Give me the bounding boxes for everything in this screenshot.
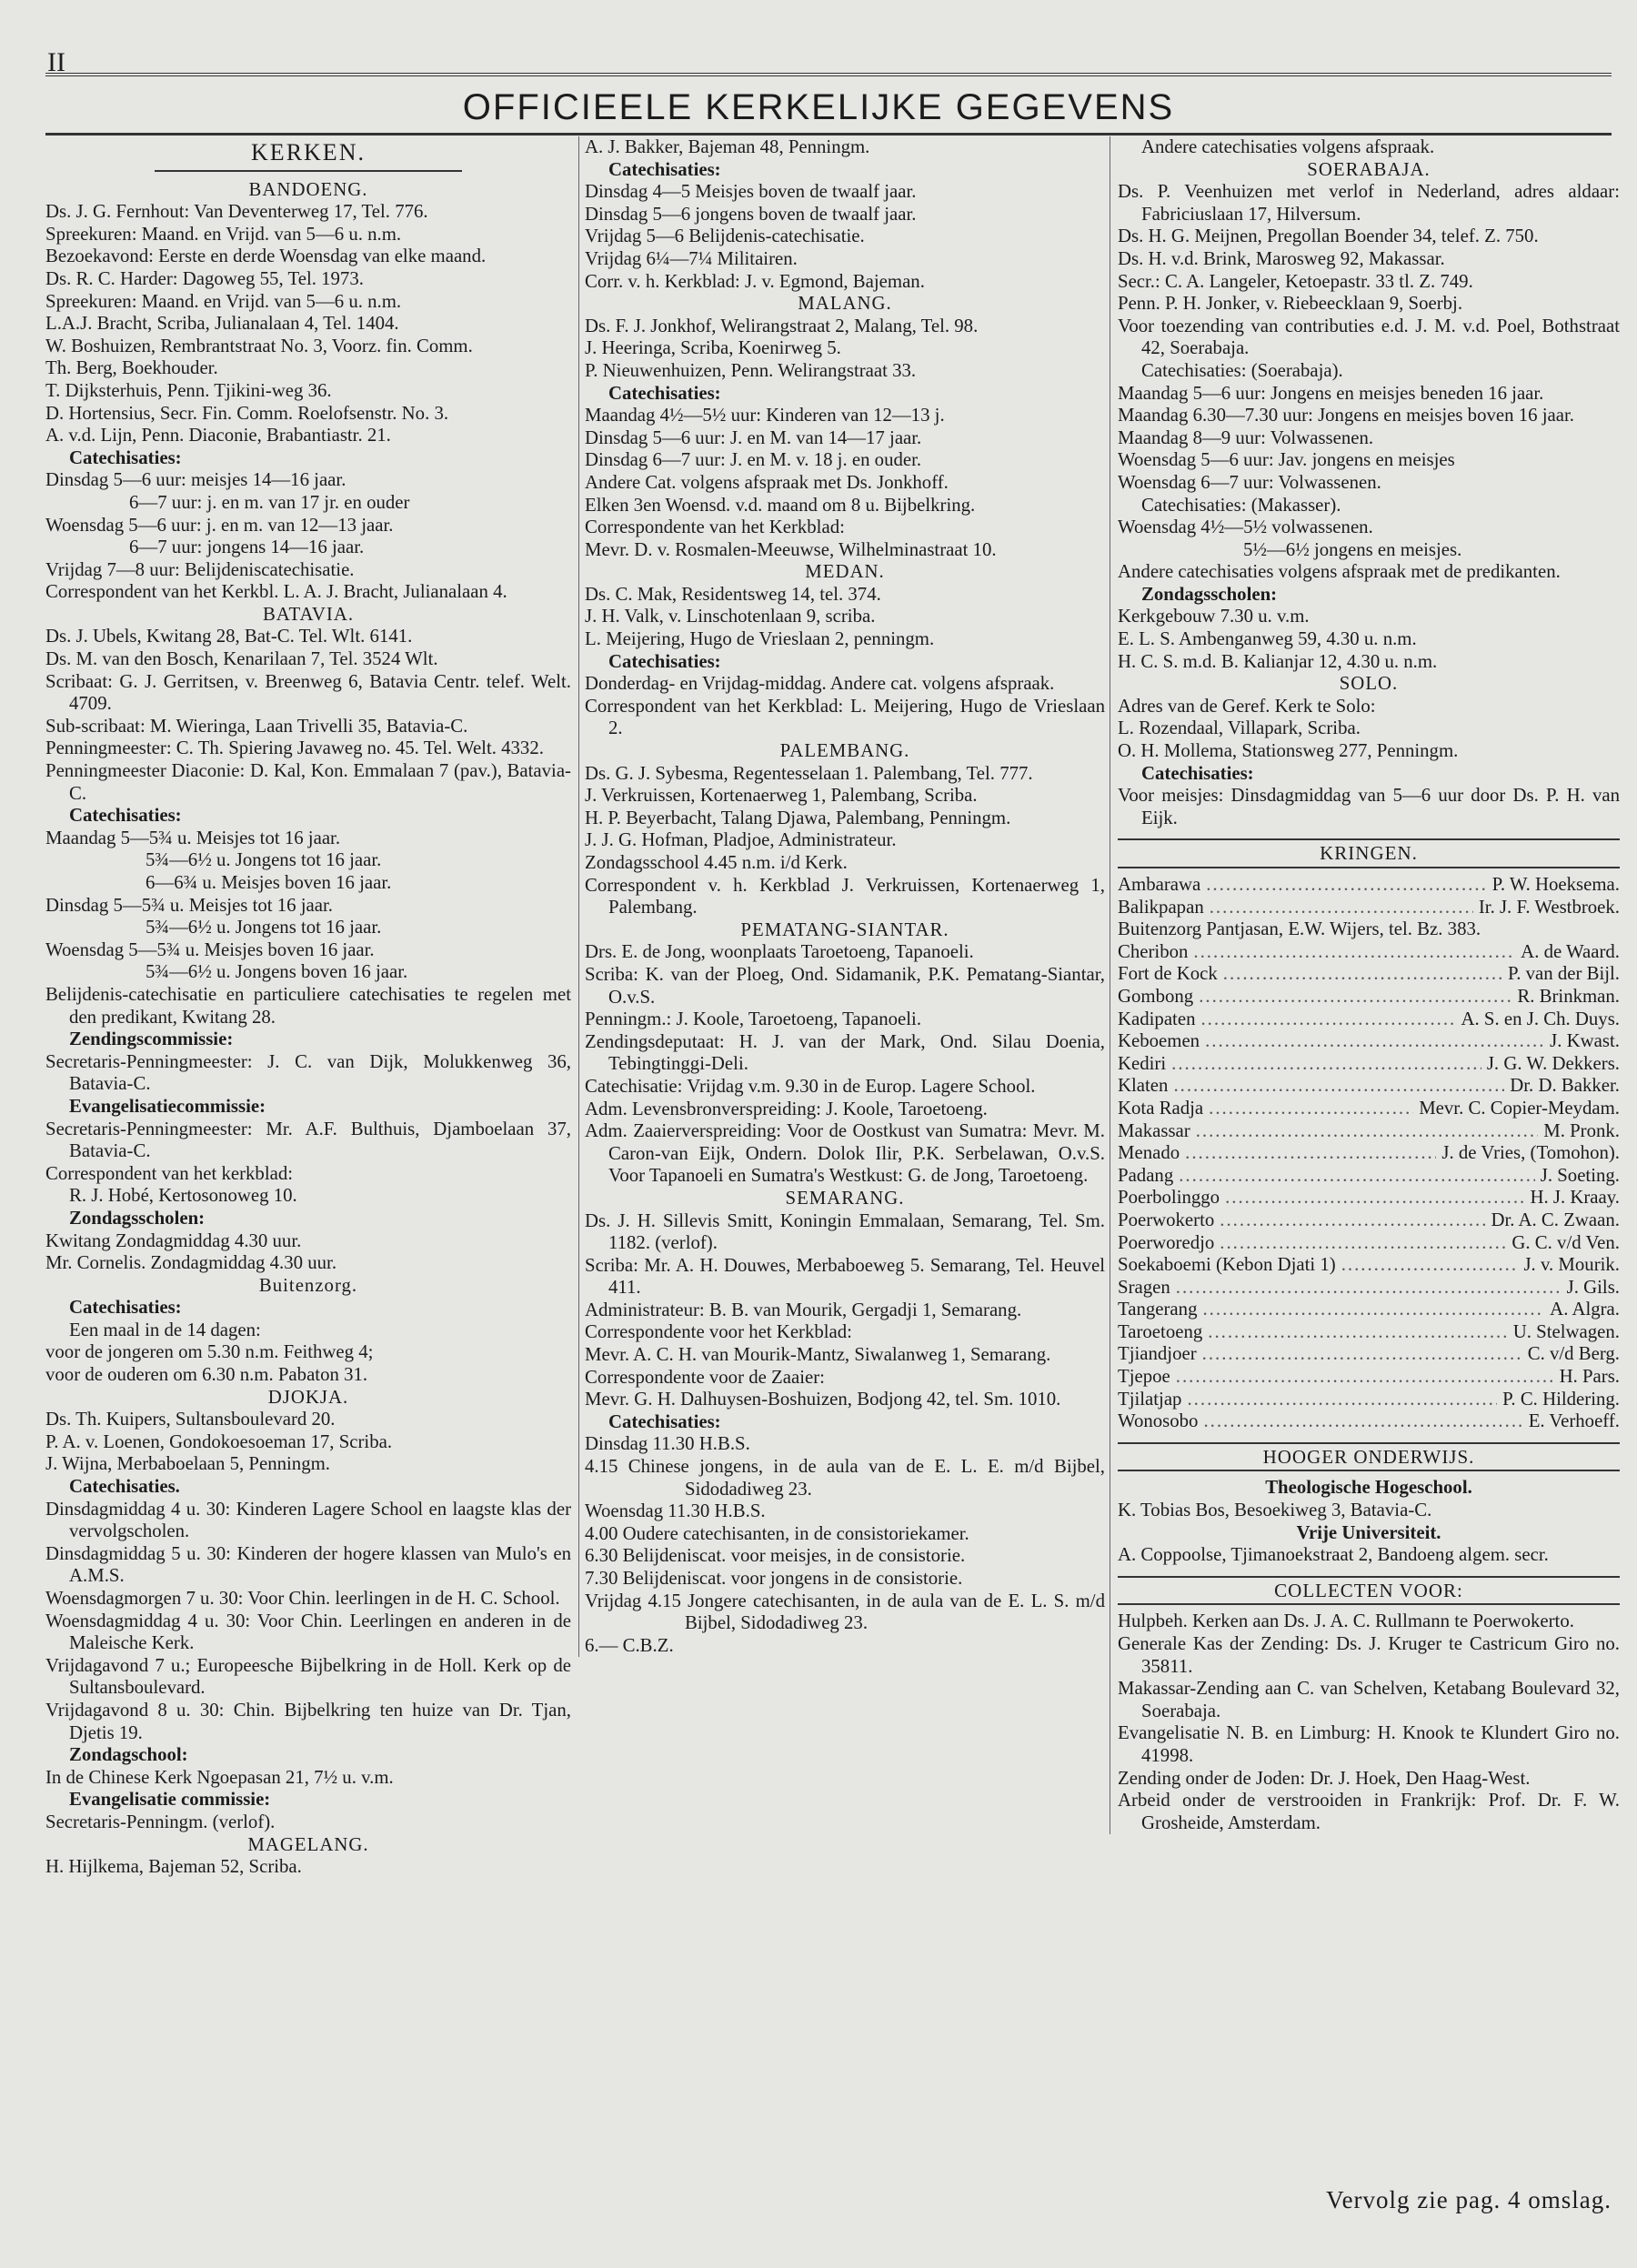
kring-contact: J. Kwast. bbox=[1550, 1030, 1620, 1052]
text-line: W. Boshuizen, Rembrantstraat No. 3, Voorz. fin. Comm. bbox=[45, 335, 473, 356]
kring-row bbox=[1118, 1343, 1620, 1366]
text-line: Vrijdag 5—6 Belijdenis-catechisatie. bbox=[585, 226, 865, 247]
column-2 bbox=[578, 136, 1105, 1657]
text-line: 5¾—6½ u. Jongens boven 16 jaar. bbox=[146, 961, 408, 983]
kring-place: Ambarawa bbox=[1118, 874, 1201, 895]
text-line: Dinsdag 4—5 Meisjes boven de twaalf jaar. bbox=[585, 181, 917, 203]
kring-row bbox=[1118, 1120, 1620, 1143]
kring-place: Kota Radja bbox=[1118, 1097, 1204, 1119]
kring-contact: P. C. Hildering. bbox=[1502, 1388, 1620, 1410]
text-line: Dinsdag 11.30 H.B.S. bbox=[585, 1433, 750, 1455]
text-line: Woensdag 5—5¾ u. Meisjes boven 16 jaar. bbox=[45, 938, 375, 960]
place-heading: PEMATANG-SIANTAR. bbox=[740, 918, 949, 940]
kring-place: Tjilatjap bbox=[1118, 1388, 1182, 1410]
kring-place: Wonosobo bbox=[1118, 1410, 1199, 1432]
text-line: Correspondente van het Kerkblad: bbox=[585, 517, 845, 538]
kring-row bbox=[1118, 897, 1620, 919]
column-3 bbox=[1110, 136, 1620, 1834]
text-line: A. Coppoolse, Tjimanoekstraat 2, Bandoeng algem. secr. bbox=[1118, 1544, 1549, 1566]
text-line: Vrijdag 6¼—7¼ Militairen. bbox=[585, 247, 798, 269]
kring-contact: G. C. v/d Ven. bbox=[1511, 1231, 1620, 1253]
kring-place: Taroetoeng bbox=[1118, 1320, 1203, 1342]
text-line: 6—6¾ u. Meisjes boven 16 jaar. bbox=[146, 872, 392, 893]
text-line: Maandag 8—9 uur: Volwassenen. bbox=[1118, 427, 1374, 448]
text-line: 6—7 uur: jongens 14—16 jaar. bbox=[129, 537, 365, 558]
place-heading: Buitenzorg. bbox=[258, 1274, 358, 1296]
place-heading: MALANG. bbox=[798, 293, 892, 315]
kring-place: Soekaboemi (Kebon Djati 1) bbox=[1118, 1254, 1336, 1276]
text-line: Penningmeester: C. Th. Spiering Javaweg no. 45. Tel. Welt. 4332. bbox=[45, 738, 544, 759]
text-line: Hulpbeh. Kerken aan Ds. J. A. C. Rullmann te Poerwokerto. bbox=[1118, 1611, 1574, 1632]
kring-contact: H. J. Kraay. bbox=[1530, 1187, 1620, 1209]
text-line: Dinsdagmiddag 4 u. 30: Kinderen Lagere School en laagste klas der vervolgscholen. bbox=[45, 1498, 571, 1542]
kring-contact: A. Algra. bbox=[1550, 1299, 1620, 1320]
text-line: Kerkgebouw 7.30 u. v.m. bbox=[1118, 606, 1310, 627]
text-line: Woensdag 5—6 uur: j. en m. van 12—13 jaar. bbox=[45, 514, 394, 536]
text-line: 5½—6½ jongens en meisjes. bbox=[1243, 538, 1462, 560]
text-line: Dinsdag 5—6 jongens boven de twaalf jaar. bbox=[585, 203, 917, 225]
kring-place: Padang bbox=[1118, 1164, 1174, 1186]
kring-row bbox=[1118, 1030, 1620, 1053]
text-line: Ds. R. C. Harder: Dagoweg 55, Tel. 1973. bbox=[45, 267, 364, 289]
kring-place: Klaten bbox=[1118, 1075, 1169, 1097]
kring-row bbox=[1118, 1366, 1620, 1389]
leader-dots bbox=[1205, 1030, 1544, 1053]
kring-place: Poerwokerto bbox=[1118, 1209, 1215, 1230]
kring-place: Cheribon bbox=[1118, 940, 1189, 962]
text-line: Kwitang Zondagmiddag 4.30 uur. bbox=[45, 1229, 302, 1251]
column-1-lines bbox=[45, 179, 571, 1879]
kring-contact: J. de Vries, (Tomohon). bbox=[1441, 1142, 1620, 1164]
kringen-list bbox=[1118, 874, 1620, 1433]
kring-contact: U. Stelwagen. bbox=[1512, 1320, 1620, 1342]
section-heading-collecten: COLLECTEN VOOR: bbox=[1118, 1576, 1620, 1606]
text-line: Catechisaties: (Makasser). bbox=[1141, 494, 1341, 516]
text-line: Ds. G. J. Sybesma, Regentesselaan 1. Palembang, Tel. 777. bbox=[585, 762, 1033, 784]
subheading: Zondagschool: bbox=[69, 1744, 188, 1766]
text-line: Mr. Cornelis. Zondagmiddag 4.30 uur. bbox=[45, 1252, 337, 1274]
kring-contact: C. v/d Berg. bbox=[1527, 1343, 1620, 1365]
subheading: Catechisaties: bbox=[69, 805, 182, 827]
kring-row bbox=[1118, 918, 1620, 941]
kring-contact: H. Pars. bbox=[1559, 1366, 1620, 1388]
text-line: Correspondente voor het Kerkblad: bbox=[585, 1321, 852, 1343]
leader-dots bbox=[1187, 1389, 1497, 1411]
kring-contact: J. v. Mourik. bbox=[1523, 1254, 1620, 1276]
text-line: Vrijdagavond 7 u.; Europeesche Bijbelkring in de Holl. Kerk op de Sultansboulevard. bbox=[45, 1654, 571, 1699]
text-line: Andere Cat. volgens afspraak met Ds. Jonkhoff. bbox=[585, 471, 949, 493]
subheading: Zondagsscholen: bbox=[1141, 583, 1278, 605]
text-line: Secretaris-Penningmeester: Mr. A.F. Bulthuis, Djamboelaan 37, Batavia-C. bbox=[45, 1118, 571, 1162]
leader-dots bbox=[1196, 1120, 1539, 1143]
kring-contact: Ir. J. F. Westbroek. bbox=[1478, 896, 1620, 918]
kring-place: Poerbolinggo bbox=[1118, 1187, 1220, 1209]
kring-place: Tjepoe bbox=[1118, 1366, 1170, 1388]
kring-row bbox=[1118, 1075, 1620, 1098]
text-line: Zendingsdeputaat: H. J. van der Mark, Ond. Silau Doenia, Tebingtinggi-Deli. bbox=[585, 1030, 1105, 1075]
kring-row bbox=[1118, 941, 1620, 964]
text-line: Administrateur: B. B. van Mourik, Gergadji 1, Semarang. bbox=[585, 1299, 1022, 1320]
kring-row bbox=[1118, 1299, 1620, 1321]
leader-dots bbox=[1210, 897, 1473, 919]
text-line: Elken 3en Woensd. v.d. maand om 8 u. Bijbelkring. bbox=[585, 494, 976, 516]
text-line: D. Hortensius, Secr. Fin. Comm. Roelofsenstr. No. 3. bbox=[45, 402, 449, 424]
text-line: 5¾—6½ u. Jongens tot 16 jaar. bbox=[146, 917, 382, 938]
text-line: voor de jongeren om 5.30 n.m. Feithweg 4; bbox=[45, 1341, 374, 1363]
leader-dots bbox=[1200, 1009, 1455, 1031]
text-line: H. C. S. m.d. B. Kalianjar 12, 4.30 u. n.m. bbox=[1118, 650, 1438, 672]
text-line: Makassar-Zending aan C. van Schelven, Ketabang Boulevard 32, Soerabaja. bbox=[1118, 1678, 1620, 1721]
text-line: Secretaris-Penningm. (verlof). bbox=[45, 1811, 276, 1832]
text-line: Dinsdag 6—7 uur: J. en M. v. 18 j. en ouder. bbox=[585, 449, 922, 471]
kring-row bbox=[1118, 1209, 1620, 1232]
text-line: Adm. Levensbronverspreiding: J. Koole, Taroetoeng. bbox=[585, 1098, 988, 1119]
heading-rule bbox=[155, 168, 462, 172]
kring-row bbox=[1118, 1277, 1620, 1300]
leader-dots bbox=[1223, 963, 1502, 986]
kring-contact: E. Verhoeff. bbox=[1528, 1410, 1620, 1432]
text-line: Th. Berg, Boekhouder. bbox=[45, 357, 218, 379]
text-line: Corr. v. h. Kerkblad: J. v. Egmond, Bajeman. bbox=[585, 270, 925, 292]
text-line: J. Verkruissen, Kortenaerweg 1, Palembang, Scriba. bbox=[585, 785, 978, 807]
text-line: Catechisatie: Vrijdag v.m. 9.30 in de Europ. Lagere School. bbox=[585, 1075, 1036, 1097]
subheading: Catechisaties: bbox=[608, 1410, 721, 1432]
title-rule bbox=[45, 133, 1612, 135]
kring-row bbox=[1118, 963, 1620, 986]
leader-dots bbox=[1171, 1053, 1481, 1076]
text-line: J. Heeringa, Scriba, Koenirweg 5. bbox=[585, 337, 841, 359]
kring-place: Gombong bbox=[1118, 985, 1194, 1007]
subheading: Catechisaties. bbox=[69, 1476, 180, 1498]
text-line: Ds. C. Mak, Residentsweg 14, tel. 374. bbox=[585, 583, 881, 605]
text-line: Woensdagmiddag 4 u. 30: Voor Chin. Leerlingen en anderen in de Maleische Kerk. bbox=[45, 1610, 571, 1654]
leader-dots bbox=[1203, 1410, 1522, 1433]
text-line: Ds. M. van den Bosch, Kenarilaan 7, Tel. 3524 Wlt. bbox=[45, 648, 438, 670]
subheading: Catechisaties: bbox=[608, 158, 721, 180]
text-line: J. J. G. Hofman, Pladjoe, Administrateur. bbox=[585, 829, 897, 851]
text-line: 5¾—6½ u. Jongens tot 16 jaar. bbox=[146, 849, 382, 871]
text-line: Voor toezending van contributies e.d. J. M. v.d. Poel, Bothstraat 42, Soerabaja. bbox=[1118, 315, 1620, 359]
text-line: L.A.J. Bracht, Scriba, Julianalaan 4, Tel. 1404. bbox=[45, 313, 399, 335]
text-line: 6—7 uur: j. en m. van 17 jr. en ouder bbox=[129, 491, 410, 513]
text-line: Ds. Th. Kuipers, Sultansboulevard 20. bbox=[45, 1409, 336, 1430]
text-line: Ds. H. v.d. Brink, Marosweg 92, Makassar. bbox=[1118, 247, 1445, 269]
leader-dots bbox=[1220, 1209, 1485, 1232]
section-heading-hooger-onderwijs: HOOGER ONDERWIJS. bbox=[1118, 1442, 1620, 1472]
kring-row bbox=[1118, 1165, 1620, 1188]
place-heading: DJOKJA. bbox=[267, 1386, 349, 1408]
page-number: II bbox=[47, 47, 65, 77]
text-line: Woensdag 11.30 H.B.S. bbox=[585, 1500, 766, 1522]
kring-contact: Mevr. C. Copier-Meydam. bbox=[1419, 1097, 1620, 1119]
text-line: 4.00 Oudere catechisanten, in de consistoriekamer. bbox=[585, 1522, 969, 1544]
text-line: Ds. J. G. Fernhout: Van Deventerweg 17, Tel. 776. bbox=[45, 201, 428, 223]
kring-row bbox=[1118, 1410, 1620, 1433]
text-line: Mevr. G. H. Dalhuysen-Boshuizen, Bodjong 42, tel. Sm. 1010. bbox=[585, 1389, 1061, 1410]
leader-dots bbox=[1206, 874, 1486, 897]
text-line: Ds. J. Ubels, Kwitang 28, Bat-C. Tel. Wlt. 6141. bbox=[45, 626, 413, 647]
text-line: Spreekuren: Maand. en Vrijd. van 5—6 u. n.m. bbox=[45, 223, 402, 245]
kring-row bbox=[1118, 874, 1620, 897]
text-line: Andere catechisaties volgens afspraak. bbox=[1141, 136, 1435, 157]
text-line: Drs. E. de Jong, woonplaats Taroetoeng, Tapanoeli. bbox=[585, 941, 974, 963]
kring-place: Menado bbox=[1118, 1142, 1180, 1164]
text-line: 4.15 Chinese jongens, in de aula van de E. L. E. m/d Bijbel, Sidodadiweg 23. bbox=[585, 1456, 1105, 1500]
leader-dots bbox=[1173, 1075, 1504, 1098]
text-line: Maandag 5—5¾ u. Meisjes tot 16 jaar. bbox=[45, 827, 341, 848]
place-heading: BANDOENG. bbox=[248, 178, 368, 200]
leader-dots bbox=[1202, 1343, 1522, 1366]
text-line: Mevr. A. C. H. van Mourik-Mantz, Siwalanweg 1, Semarang. bbox=[585, 1344, 1051, 1366]
text-line: Mevr. D. v. Rosmalen-Meeuwse, Wilhelminastraat 10. bbox=[585, 538, 997, 560]
text-line: A. J. Bakker, Bajeman 48, Penningm. bbox=[585, 136, 870, 157]
text-line: Correspondent van het kerkblad: bbox=[45, 1162, 294, 1184]
text-line: Evangelisatie N. B. en Limburg: H. Knook te Klundert Giro no. 41998. bbox=[1118, 1722, 1620, 1766]
text-line: Spreekuren: Maand. en Vrijd. van 5—6 u. n.m. bbox=[45, 290, 402, 312]
kring-place: Kediri bbox=[1118, 1052, 1167, 1074]
text-line: Correspondente voor de Zaaier: bbox=[585, 1366, 825, 1388]
text-line: L. Meijering, Hugo de Vrieslaan 2, penningm. bbox=[585, 628, 935, 650]
text-line: Belijdenis-catechisatie en particuliere catechisaties te regelen met den predikant, Kwitang 28. bbox=[45, 983, 571, 1028]
column-1 bbox=[45, 136, 571, 1879]
subheading: Zendingscommissie: bbox=[69, 1029, 234, 1050]
kring-contact: J. Soeting. bbox=[1540, 1164, 1620, 1186]
kring-place: Buitenzorg Pantjasan, E.W. Wijers, tel. Bz. 383. bbox=[1118, 918, 1481, 940]
leader-dots bbox=[1202, 1299, 1544, 1321]
kring-row bbox=[1118, 1098, 1620, 1120]
kring-place: Fort de Kock bbox=[1118, 963, 1218, 985]
kring-place: Tangerang bbox=[1118, 1299, 1198, 1320]
text-line: Ds. H. G. Meijnen, Pregollan Boender 34, telef. Z. 750. bbox=[1118, 226, 1539, 247]
subheading: Catechisaties: bbox=[1141, 762, 1254, 784]
kring-row bbox=[1118, 1142, 1620, 1165]
text-line: Arbeid onder de verstrooiden in Frankrijk: Prof. Dr. F. W. Grosheide, Amsterdam. bbox=[1118, 1790, 1620, 1833]
kring-contact: Dr. A. C. Zwaan. bbox=[1491, 1209, 1620, 1230]
kring-row bbox=[1118, 1254, 1620, 1277]
leader-dots bbox=[1220, 1232, 1506, 1255]
kring-contact: P. van der Bijl. bbox=[1507, 963, 1620, 985]
leader-dots bbox=[1176, 1277, 1562, 1300]
text-line: Andere catechisaties volgens afspraak met de predikanten. bbox=[1118, 561, 1561, 583]
subheading: Evangelisatiecommissie: bbox=[69, 1095, 266, 1117]
subheading: Catechisaties: bbox=[608, 382, 721, 404]
text-line: Scriba: Mr. A. H. Douwes, Merbaboeweg 5. Semarang, Tel. Heuvel 411. bbox=[585, 1254, 1105, 1299]
text-line: Een maal in de 14 dagen: bbox=[69, 1319, 261, 1340]
subheading: Catechisaties: bbox=[69, 1297, 182, 1319]
kring-contact: A. S. en J. Ch. Duys. bbox=[1461, 1008, 1620, 1029]
kring-place: Kadipaten bbox=[1118, 1008, 1196, 1029]
text-line: Bezoekavond: Eerste en derde Woensdag van elke maand. bbox=[45, 246, 487, 267]
kring-contact: J. G. W. Dekkers. bbox=[1486, 1052, 1620, 1074]
text-line: H. P. Beyerbacht, Talang Djawa, Palembang, Penningm. bbox=[585, 807, 1011, 828]
text-line: Dinsdag 5—6 uur: J. en M. van 14—17 jaar. bbox=[585, 427, 922, 448]
text-line: Ds. J. H. Sillevis Smitt, Koningin Emmalaan, Semarang, Tel. Sm. 1182. (verlof). bbox=[585, 1209, 1105, 1254]
kring-contact: A. de Waard. bbox=[1521, 940, 1620, 962]
text-line: Penningmeester Diaconie: D. Kal, Kon. Emmalaan 7 (pav.), Batavia-C. bbox=[45, 760, 571, 804]
leader-dots bbox=[1208, 1321, 1508, 1344]
kring-place: Tjiandjoer bbox=[1118, 1343, 1197, 1365]
place-heading: SOLO. bbox=[1339, 673, 1399, 695]
text-line: Correspondent van het Kerkbl. L. A. J. Bracht, Julianalaan 4. bbox=[45, 581, 507, 603]
text-line: Maandag 4½—5½ uur: Kinderen van 12—13 j. bbox=[585, 405, 945, 427]
text-line: Adres van de Geref. Kerk te Solo: bbox=[1118, 695, 1376, 717]
column-3-lines bbox=[1118, 136, 1620, 829]
text-line: E. L. S. Ambenganweg 59, 4.30 u. n.m. bbox=[1118, 628, 1417, 650]
place-heading: SEMARANG. bbox=[785, 1187, 905, 1209]
text-line: Woensdag 6—7 uur: Volwassenen. bbox=[1118, 471, 1381, 493]
subheading: Evangelisatie commissie: bbox=[69, 1789, 271, 1811]
place-heading: SOERABAJA. bbox=[1307, 158, 1431, 180]
continuation-note: Vervolg zie pag. 4 omslag. bbox=[1326, 2186, 1612, 2213]
text-line: J. Wijna, Merbaboelaan 5, Penningm. bbox=[45, 1453, 330, 1475]
text-line: K. Tobias Bos, Besoekiweg 3, Batavia-C. bbox=[1118, 1500, 1432, 1521]
text-line: Donderdag- en Vrijdag-middag. Andere cat. volgens afspraak. bbox=[585, 673, 1055, 695]
section-heading-kringen: KRINGEN. bbox=[1118, 838, 1620, 868]
leader-dots bbox=[1199, 986, 1511, 1009]
text-line: Woensdagmorgen 7 u. 30: Voor Chin. leerlingen in de H. C. School. bbox=[45, 1588, 560, 1609]
text-line: Maandag 6.30—7.30 uur: Jongens en meisjes boven 16 jaar. bbox=[1118, 405, 1574, 427]
kring-row bbox=[1118, 1053, 1620, 1076]
leader-dots bbox=[1209, 1098, 1413, 1120]
text-line: J. H. Valk, v. Linschotenlaan 9, scriba. bbox=[585, 606, 876, 627]
text-line: Catechisaties: (Soerabaja). bbox=[1141, 359, 1343, 381]
text-line: voor de ouderen om 6.30 n.m. Pabaton 31. bbox=[45, 1364, 368, 1386]
leader-dots bbox=[1179, 1165, 1535, 1188]
place-heading: PALEMBANG. bbox=[779, 740, 910, 762]
text-line: Scribaat: G. J. Gerritsen, v. Breenweg 6, Batavia Centr. telef. Welt. 4709. bbox=[45, 670, 571, 715]
section-heading-kerken: KERKEN. bbox=[251, 139, 366, 166]
kring-contact: J. Gils. bbox=[1566, 1276, 1620, 1298]
text-line: Adm. Zaaierverspreiding: Voor de Oostkust van Sumatra: Mevr. M. Caron-van Eijk, Ondern. Dolok Ilir, P.K. Serbelawan, O.v.S. Voor Tapanoeli en Sumatra's Westkust: G. de Jong, Taroetoeng. bbox=[585, 1120, 1105, 1187]
text-line: Woensdag 5—6 uur: Jav. jongens en meisjes bbox=[1118, 449, 1455, 471]
leader-dots bbox=[1193, 941, 1515, 964]
place-heading: BATAVIA. bbox=[262, 603, 355, 625]
kring-place: Keboemen bbox=[1118, 1030, 1200, 1052]
text-line: Scriba: K. van der Ploeg, Ond. Sidamanik, P.K. Pematang-Siantar, O.v.S. bbox=[585, 963, 1105, 1008]
text-line: P. Nieuwenhuizen, Penn. Welirangstraat 33. bbox=[585, 359, 917, 381]
subheading: Vrije Universiteit. bbox=[1296, 1521, 1441, 1543]
text-line: 7.30 Belijdeniscat. voor jongens in de consistorie. bbox=[585, 1568, 963, 1589]
kring-row bbox=[1118, 1187, 1620, 1209]
kring-contact: M. Pronk. bbox=[1543, 1119, 1620, 1141]
text-line: Vrijdag 4.15 Jongere catechisanten, in de aula van de E. L. S. m/d Bijbel, Sidodadiweg 23. bbox=[585, 1590, 1105, 1634]
kring-place: Makassar bbox=[1118, 1119, 1190, 1141]
place-heading: MEDAN. bbox=[805, 561, 885, 583]
kring-row bbox=[1118, 1321, 1620, 1344]
text-line: Dinsdag 5—6 uur: meisjes 14—16 jaar. bbox=[45, 469, 346, 491]
kring-place: Poerworedjo bbox=[1118, 1231, 1215, 1253]
text-line: 6.— C.B.Z. bbox=[585, 1634, 674, 1656]
text-line: Zending onder de Joden: Dr. J. Hoek, Den Haag-West. bbox=[1118, 1767, 1531, 1789]
text-line: P. A. v. Loenen, Gondokoesoeman 17, Scriba. bbox=[45, 1430, 393, 1452]
text-line: Vrijdagavond 8 u. 30: Chin. Bijbelkring ten huize van Dr. Tjan, Djetis 19. bbox=[45, 1699, 571, 1743]
subheading: Catechisaties: bbox=[69, 447, 182, 468]
text-line: Correspondent v. h. Kerkblad J. Verkruissen, Kortenaerweg 1, Palembang. bbox=[585, 874, 1105, 918]
subheading: Theologische Hogeschool. bbox=[1265, 1477, 1472, 1499]
kring-place: Sragen bbox=[1118, 1276, 1170, 1298]
leader-dots bbox=[1341, 1254, 1519, 1277]
leader-dots bbox=[1185, 1142, 1436, 1165]
text-line: Generale Kas der Zending: Ds. J. Kruger te Castricum Giro no. 35811. bbox=[1118, 1633, 1620, 1677]
kring-row bbox=[1118, 1009, 1620, 1031]
text-line: Maandag 5—6 uur: Jongens en meisjes beneden 16 jaar. bbox=[1118, 382, 1544, 404]
kring-row bbox=[1118, 986, 1620, 1009]
kring-contact: P. W. Hoeksema. bbox=[1491, 874, 1620, 895]
text-line: Vrijdag 7—8 uur: Belijdeniscatechisatie. bbox=[45, 558, 355, 580]
text-line: H. Hijlkema, Bajeman 52, Scriba. bbox=[45, 1856, 302, 1878]
top-rule bbox=[45, 73, 1612, 76]
collecten-lines bbox=[1118, 1611, 1620, 1834]
text-line: Dinsdagmiddag 5 u. 30: Kinderen der hogere klassen van Mulo's en A.M.S. bbox=[45, 1542, 571, 1587]
text-line: R. J. Hobé, Kertosonoweg 10. bbox=[69, 1185, 297, 1207]
kring-contact: Dr. D. Bakker. bbox=[1510, 1075, 1620, 1097]
text-line: L. Rozendaal, Villapark, Scriba. bbox=[1118, 718, 1361, 739]
text-line: Sub-scribaat: M. Wieringa, Laan Trivelli 35, Batavia-C. bbox=[45, 715, 468, 737]
text-line: Secr.: C. A. Langeler, Ketoepastr. 33 tl. Z. 749. bbox=[1118, 270, 1473, 292]
text-line: O. H. Mollema, Stationsweg 277, Penningm. bbox=[1118, 740, 1459, 762]
page-title: OFFICIEELE KERKELIJKE GEGEVENS bbox=[462, 87, 1175, 127]
text-line: Ds. P. Veenhuizen met verlof in Nederland, adres aldaar: Fabriciuslaan 17, Hilversum. bbox=[1118, 181, 1620, 225]
column-2-lines bbox=[585, 136, 1105, 1657]
leader-dots bbox=[1225, 1187, 1524, 1209]
kring-contact: R. Brinkman. bbox=[1517, 985, 1620, 1007]
text-line: T. Dijksterhuis, Penn. Tjikini-weg 36. bbox=[45, 379, 332, 401]
text-line: Penn. P. H. Jonker, v. Riebeecklaan 9, Soerbj. bbox=[1118, 293, 1463, 315]
subheading: Zondagsscholen: bbox=[69, 1207, 206, 1229]
place-heading: MAGELANG. bbox=[247, 1833, 369, 1855]
subheading: Catechisaties: bbox=[608, 650, 721, 672]
text-line: Voor meisjes: Dinsdagmiddag van 5—6 uur door Ds. P. H. van Eijk. bbox=[1118, 785, 1620, 828]
text-line: Zondagsschool 4.45 n.m. i/d Kerk. bbox=[585, 852, 848, 873]
text-line: Penningm.: J. Koole, Taroetoeng, Tapanoeli. bbox=[585, 1009, 922, 1030]
text-line: Woensdag 4½—5½ volwassenen. bbox=[1118, 517, 1373, 538]
text-line: Dinsdag 5—5¾ u. Meisjes tot 16 jaar. bbox=[45, 894, 333, 916]
text-line: Ds. F. J. Jonkhof, Welirangstraat 2, Malang, Tel. 98. bbox=[585, 315, 979, 336]
text-line: Secretaris-Penningmeester: J. C. van Dijk, Molukkenweg 36, Batavia-C. bbox=[45, 1050, 571, 1095]
text-line: A. v.d. Lijn, Penn. Diaconie, Brabantiastr. 21. bbox=[45, 425, 391, 447]
text-line: 6.30 Belijdeniscat. voor meisjes, in de consistorie. bbox=[585, 1545, 966, 1567]
text-line: In de Chinese Kerk Ngoepasan 21, 7½ u. v.m. bbox=[45, 1766, 394, 1788]
hooger-onderwijs-lines bbox=[1118, 1477, 1620, 1566]
kring-row bbox=[1118, 1389, 1620, 1411]
text-line: Correspondent van het Kerkblad: L. Meijering, Hugo de Vrieslaan 2. bbox=[585, 695, 1105, 739]
kring-row bbox=[1118, 1232, 1620, 1255]
kring-place: Balikpapan bbox=[1118, 896, 1204, 918]
leader-dots bbox=[1176, 1366, 1554, 1389]
